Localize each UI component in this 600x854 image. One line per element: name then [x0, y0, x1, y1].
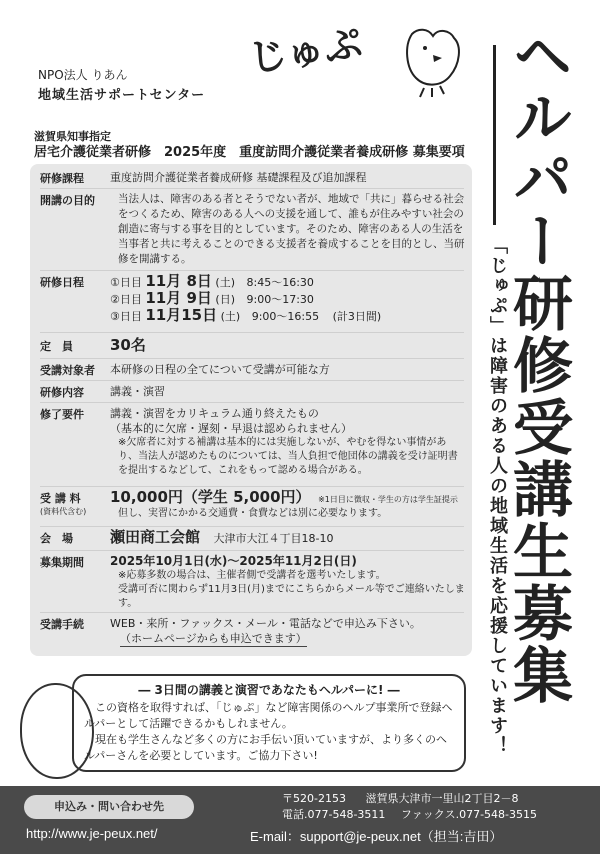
- value-target: 本研修の日程の全てについて受講が可能な方: [110, 363, 330, 376]
- value-fee: 10,000円（学生 5,000円）: [110, 488, 311, 506]
- value-procedure: WEB・来所・ファックス・メール・電話などで申込み下さい。: [110, 617, 421, 630]
- label-content: 研修内容: [40, 386, 84, 399]
- designation-label: 滋賀県知事指定: [34, 130, 111, 143]
- label-completion: 修了要件: [40, 408, 84, 421]
- postal-code: 〒520-2153: [282, 792, 346, 805]
- procedure-block: [110, 616, 465, 647]
- label-capacity: 定 員: [40, 340, 73, 353]
- contact-label: 申込み・問い合わせ先: [24, 795, 194, 819]
- footer-tel: 電話.077-548-3511: [282, 808, 386, 821]
- completion-line1: 講義・演習をカリキュラム通り終えたもの: [110, 407, 319, 420]
- vertical-rule: [493, 45, 496, 225]
- day-weekday: (土): [220, 310, 241, 323]
- day-weekday: (土): [215, 276, 236, 289]
- org-type: NPO法人 りあん: [38, 68, 128, 82]
- procedure-note: （ホームページからも申込できます）: [120, 632, 307, 645]
- recruitment-info-box: [30, 164, 472, 656]
- day-time: 8:45～16:30: [246, 276, 314, 289]
- day-time: 9:00～17:30: [246, 293, 314, 306]
- label-period: 募集期間: [40, 556, 84, 569]
- completion-line2: （基本的に欠席・遅刻・早退は認められません）: [110, 422, 352, 435]
- bird-mascot-icon: [398, 20, 468, 100]
- label-procedure: 受講手続: [40, 618, 84, 631]
- venue-address: 大津市大江４丁目18-10: [213, 532, 334, 545]
- day-weekday: (日): [215, 293, 236, 306]
- vertical-subtitle: 「じゅぷ」は障害のある人の地域生活を応援しています！: [487, 236, 508, 756]
- period-block: [110, 554, 465, 611]
- callout-title: ― 3日間の講義と演習であなたもヘルパーに! ―: [138, 683, 400, 697]
- callout-para2: 現在も学生さんなど多くの方にお手伝い頂いていますが、より多くのヘルパーさんを必要としています。ご協力下さい!: [84, 733, 447, 762]
- value-period: 2025年10月1日(水)～2025年11月2日(日): [110, 554, 357, 568]
- day-index: ②日目: [110, 293, 142, 306]
- label-schedule: 研修日程: [40, 276, 84, 289]
- value-content: 講義・演習: [110, 385, 165, 398]
- email-link[interactable]: E-mail：support@je-peux.net（担当:吉田）: [250, 829, 503, 844]
- value-course: 重度訪問介護従業者養成研修 基礎課程及び追加課程: [110, 171, 367, 184]
- vertical-title: ヘルパー研修受講生募集: [503, 24, 573, 706]
- callout-para1: この資格を取得すれば、「じゅぷ」など障害関係のヘルプ事業所で登録ヘルパーとして活躍できるかもしれません。: [84, 701, 453, 730]
- fee-block: [110, 490, 465, 521]
- value-capacity: 30名: [110, 336, 146, 354]
- label-venue: 会 場: [40, 532, 73, 545]
- label-target: 受講対象者: [40, 364, 95, 377]
- venue-block: [110, 530, 465, 546]
- schedule-list: [110, 274, 465, 325]
- period-note1: ※応募多数の場合は、主催者側で受講者を選考いたします。: [118, 570, 386, 581]
- completion-block: [110, 406, 465, 478]
- fee-note2: 但し、実習にかかる交通費・食費などは別に必要なります。: [118, 508, 388, 519]
- day-index: ①日目: [110, 276, 142, 289]
- fee-note1: ※1日目に徴収・学生の方は学生証提示: [318, 495, 458, 504]
- callout-box: [72, 674, 466, 772]
- fee-label-sub: (資料代含む): [40, 507, 87, 516]
- schedule-total: (計3日間): [332, 310, 382, 323]
- org-name: 地域生活サポートセンター: [38, 88, 206, 103]
- label-purpose: 開講の目的: [40, 194, 95, 207]
- completion-note: ※欠席者に対する補講は基本的には実施しないが、やむを得ない事情があり、当法人が認めたものについては、当人負担で他団体の講義を受け証明書を提出するなどして、これをもって認める場合がある。: [118, 437, 458, 476]
- period-note2: 受講可否に関わらず11月3日(月)までにこちらからメール等でご連絡いたします。: [118, 584, 465, 609]
- day-date: 11月15日: [145, 306, 218, 324]
- label-fee: [40, 490, 86, 517]
- day-index: ③日目: [110, 310, 142, 323]
- value-purpose: 当法人は、障害のある者とそうでない者が、地域で「共に」暮らせる社会をつくるため、障害のある人への支援を通して、誰もが住みやすい社会の創造に寄与する事を目的としています。そのため、障害のある人の生活を当事者と共に考えることのできる支援者を養成することを目的とし、当研修を開講する。: [118, 193, 465, 265]
- main-title: 居宅介護従業者研修 2025年度 重度訪問介護従業者養成研修 募集要項: [34, 145, 465, 160]
- schedule-day-3: [110, 308, 465, 325]
- footer-address-line: [282, 790, 518, 806]
- footer-phone-line: [282, 806, 537, 822]
- day-date: 11月 8日: [145, 272, 212, 290]
- day-date: 11月 9日: [145, 289, 212, 307]
- label-course: 研修課程: [40, 172, 84, 185]
- website-link[interactable]: http://www.je-peux.net/: [26, 826, 158, 841]
- fee-label-text: 受 講 料: [40, 492, 81, 505]
- footer-address: 滋賀県大津市一里山2丁目2－8: [365, 792, 519, 805]
- footer-fax: ファックス.077-548-3515: [400, 808, 538, 821]
- brand-logo: じゅぷ: [245, 21, 366, 81]
- venue-name: 瀬田商工会館: [110, 528, 201, 546]
- day-time: 9:00～16:55: [251, 310, 320, 323]
